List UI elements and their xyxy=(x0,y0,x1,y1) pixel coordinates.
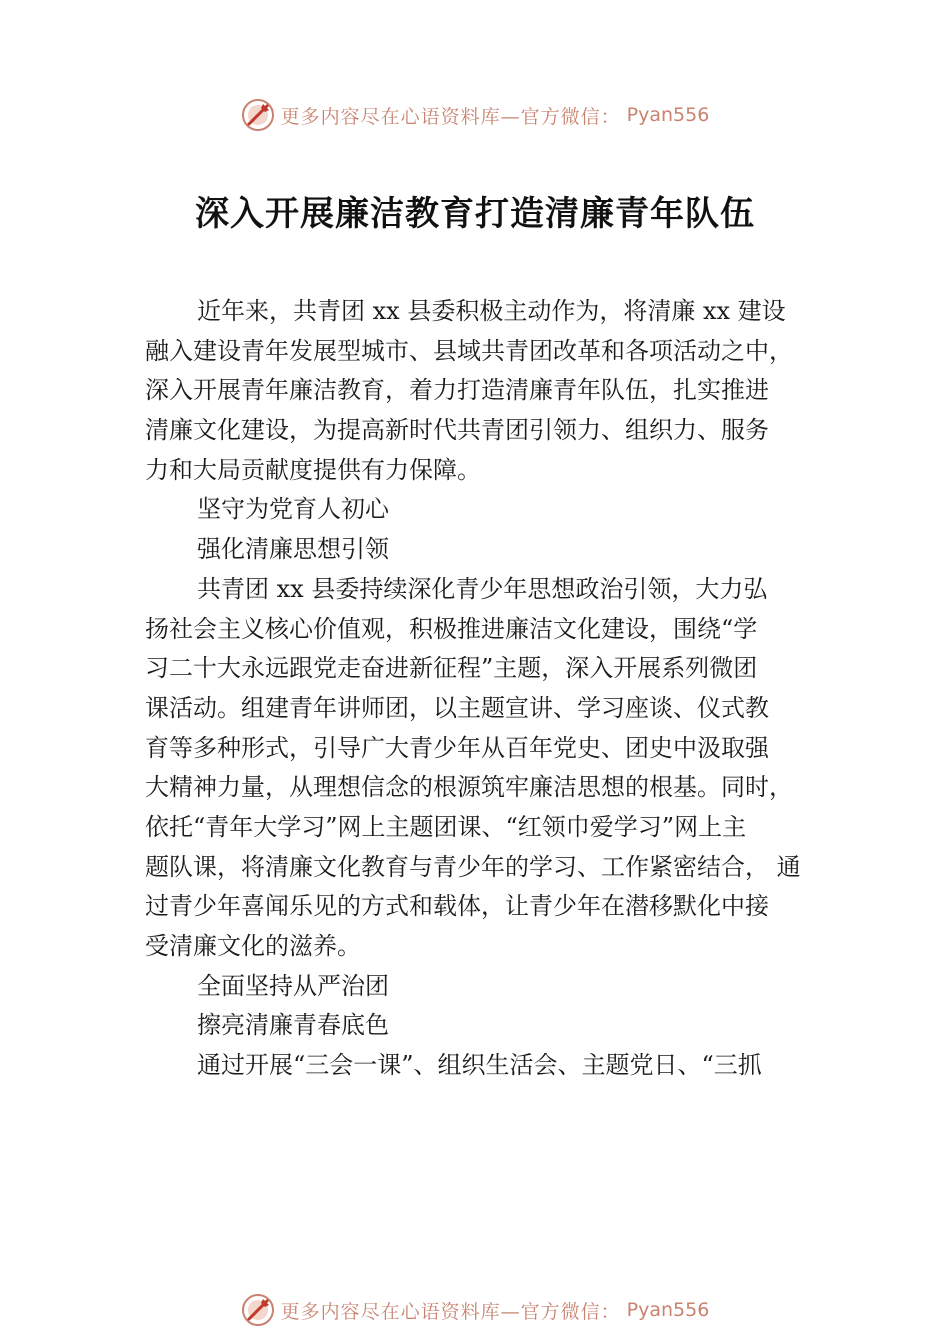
paragraph-line: 近年来，共青团 xx 县委积极主动作为，将清廉 xx 建设 xyxy=(197,297,786,325)
document-title: 深入开展廉洁教育打造清廉青年队伍 xyxy=(195,194,755,234)
paragraph-line: 过青少年喜闻乐见的方式和载体，让青少年在潜移默化中接 xyxy=(145,892,769,921)
watermark-header xyxy=(0,95,950,135)
watermark-text: 更多内容尽在心语资料库—官方微信： xyxy=(280,105,621,128)
watermark-wechat-id: Pyan556 xyxy=(626,1299,710,1321)
paragraph-line: 共青团 xx 县委持续深化青少年思想政治引领，大力弘 xyxy=(197,574,768,603)
section-heading xyxy=(145,490,835,530)
paragraph-line: 清廉文化建设，为提高新时代共青团引领力、组织力、服务 xyxy=(145,416,769,445)
paragraph-line: 融入建设青年发展型城市、县域共青团改革和各项活动之中， xyxy=(145,336,793,365)
paragraph-line: 扬社会主义核心价值观，积极推进廉洁文化建设，围绕“学 xyxy=(145,614,758,643)
paragraph-line: 力和大局贡献度提供有力保障。 xyxy=(145,455,481,484)
paragraph-line: 深入开展青年廉洁教育，着力打造清廉青年队伍，扎实推进 xyxy=(145,376,769,405)
logo-icon xyxy=(241,1293,275,1327)
watermark-text: 更多内容尽在心语资料库—官方微信： xyxy=(280,1300,621,1323)
heading-text: 强化清廉思想引领 xyxy=(197,535,389,564)
heading-text: 擦亮清廉青春底色 xyxy=(197,1011,389,1040)
paragraph xyxy=(145,570,835,967)
watermark-footer xyxy=(0,1290,950,1330)
paragraph-line: 习二十大永远跟党走奋进新征程”主题，深入开展系列微团 xyxy=(145,654,758,683)
logo-icon xyxy=(241,98,275,132)
section-heading xyxy=(145,1006,835,1046)
paragraph-line: 依托“青年大学习”网上主题团课、“红领巾爱学习”网上主 xyxy=(145,812,747,841)
paragraph-line: 题队课，将清廉文化教育与青少年的学习、工作紧密结合， 通 xyxy=(145,852,801,881)
paragraph xyxy=(145,292,835,490)
heading-text: 坚守为党育人初心 xyxy=(197,495,389,524)
paragraph xyxy=(145,1046,835,1086)
document-body xyxy=(145,292,835,1086)
section-heading xyxy=(145,530,835,570)
watermark-wechat-id: Pyan556 xyxy=(626,104,710,126)
section-heading xyxy=(145,967,835,1007)
paragraph-line: 育等多种形式，引导广大青少年从百年党史、团史中汲取强 xyxy=(145,733,769,762)
paragraph-line: 受清廉文化的滋养。 xyxy=(145,932,361,960)
paragraph-line: 大精神力量，从理想信念的根源筑牢廉洁思想的根基。同时， xyxy=(145,773,793,802)
paragraph-line: 通过开展“三会一课”、组织生活会、主题党日、“三抓 xyxy=(197,1051,762,1080)
heading-text: 全面坚持从严治团 xyxy=(197,971,389,1000)
paragraph-line: 课活动。组建青年讲师团，以主题宣讲、学习座谈、仪式教 xyxy=(145,693,769,722)
